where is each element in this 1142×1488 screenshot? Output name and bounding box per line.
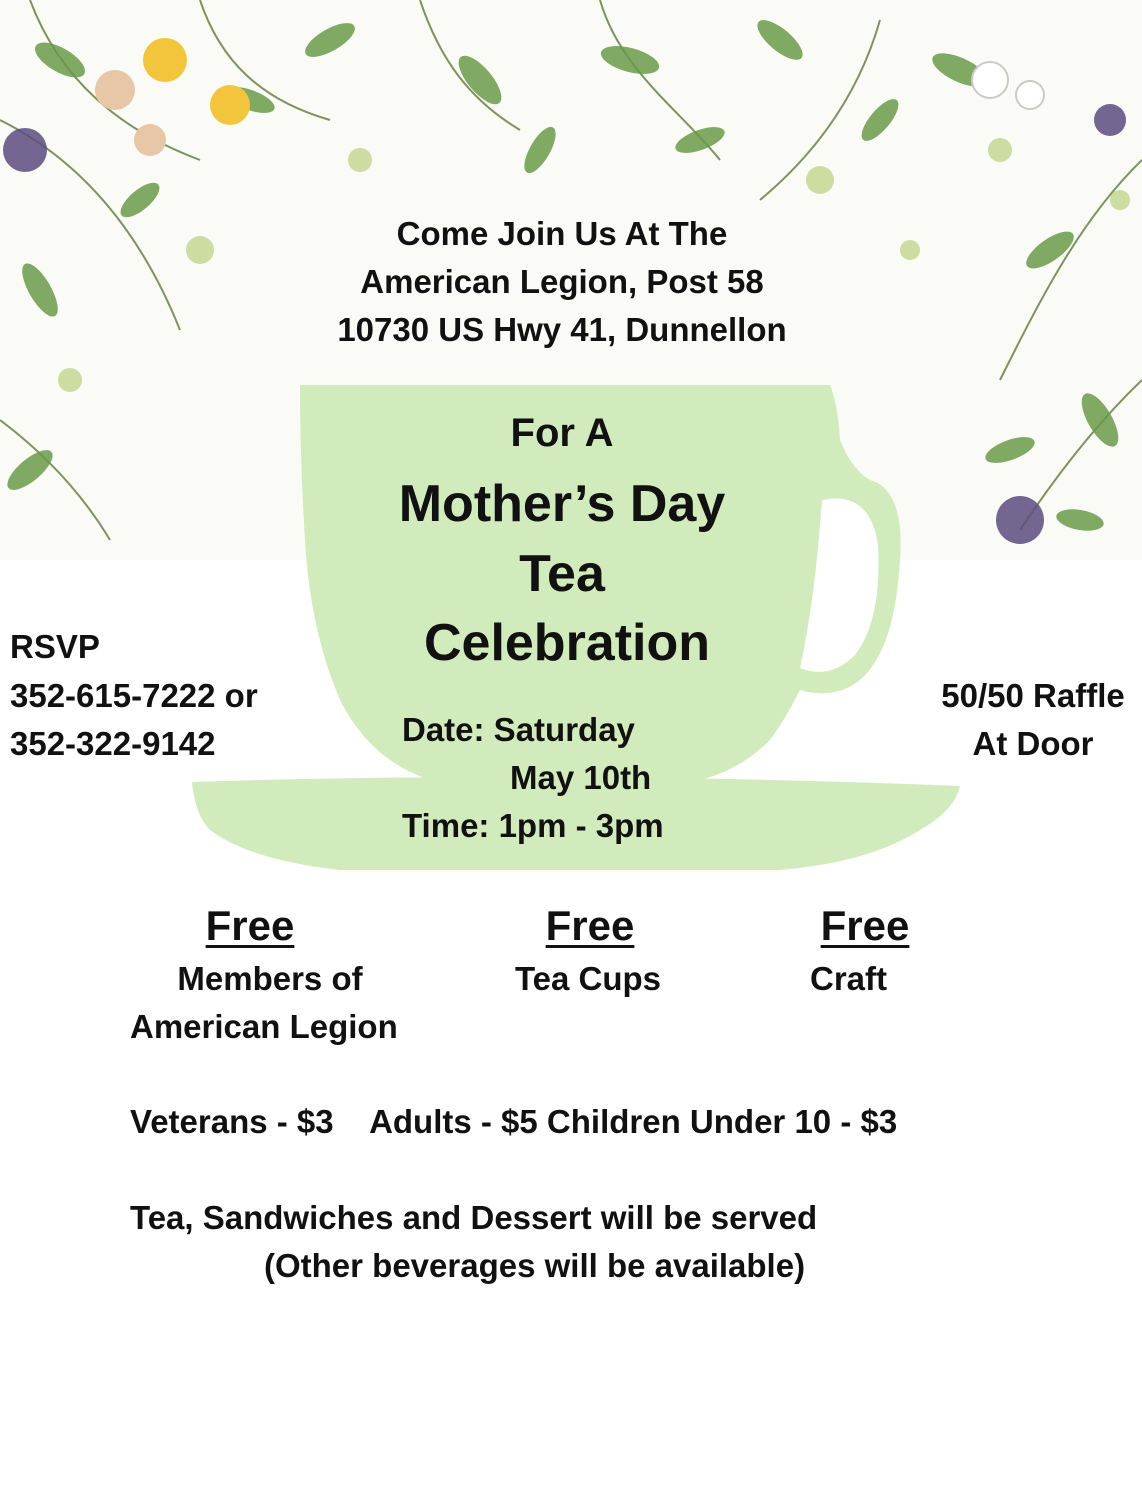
free-heading-teacups: Free xyxy=(545,902,635,949)
rsvp-phone-1: 352-615-7222 or xyxy=(10,677,258,714)
free-heading-craft: Free xyxy=(820,902,910,949)
time-line: Time: 1pm - 3pm xyxy=(402,807,664,844)
title-line-3: Celebration xyxy=(423,614,711,672)
rsvp-label: RSVP xyxy=(10,628,100,665)
free-members-line-1: Members of xyxy=(177,960,363,997)
beverages-note: (Other beverages will be available) xyxy=(264,1247,806,1284)
food-line: Tea, Sandwiches and Dessert will be served xyxy=(130,1199,818,1236)
free-teacups-line-1: Tea Cups xyxy=(514,960,662,997)
free-members-line-2: American Legion xyxy=(130,1008,398,1045)
rsvp-phone-2: 352-322-9142 xyxy=(10,725,216,762)
intro-line-2: American Legion, Post 58 xyxy=(360,263,764,300)
date-value: May 10th xyxy=(510,759,652,796)
date-line: Date: Saturday xyxy=(402,711,635,748)
raffle-line-1: 50/50 Raffle xyxy=(941,677,1125,714)
intro-line-1: Come Join Us At The xyxy=(396,215,728,252)
raffle-line-2: At Door xyxy=(972,725,1094,762)
intro-line-3: 10730 US Hwy 41, Dunnellon xyxy=(337,311,787,348)
title-line-2: Tea xyxy=(519,545,605,603)
title-lead: For A xyxy=(510,411,614,455)
pricing-line: Veterans - $3 Adults - $5 Children Under 10 - $3 xyxy=(130,1103,898,1140)
free-craft-line-1: Craft xyxy=(810,960,888,997)
free-heading-members: Free xyxy=(205,902,295,949)
title-line-1: Mother’s Day xyxy=(398,475,726,533)
